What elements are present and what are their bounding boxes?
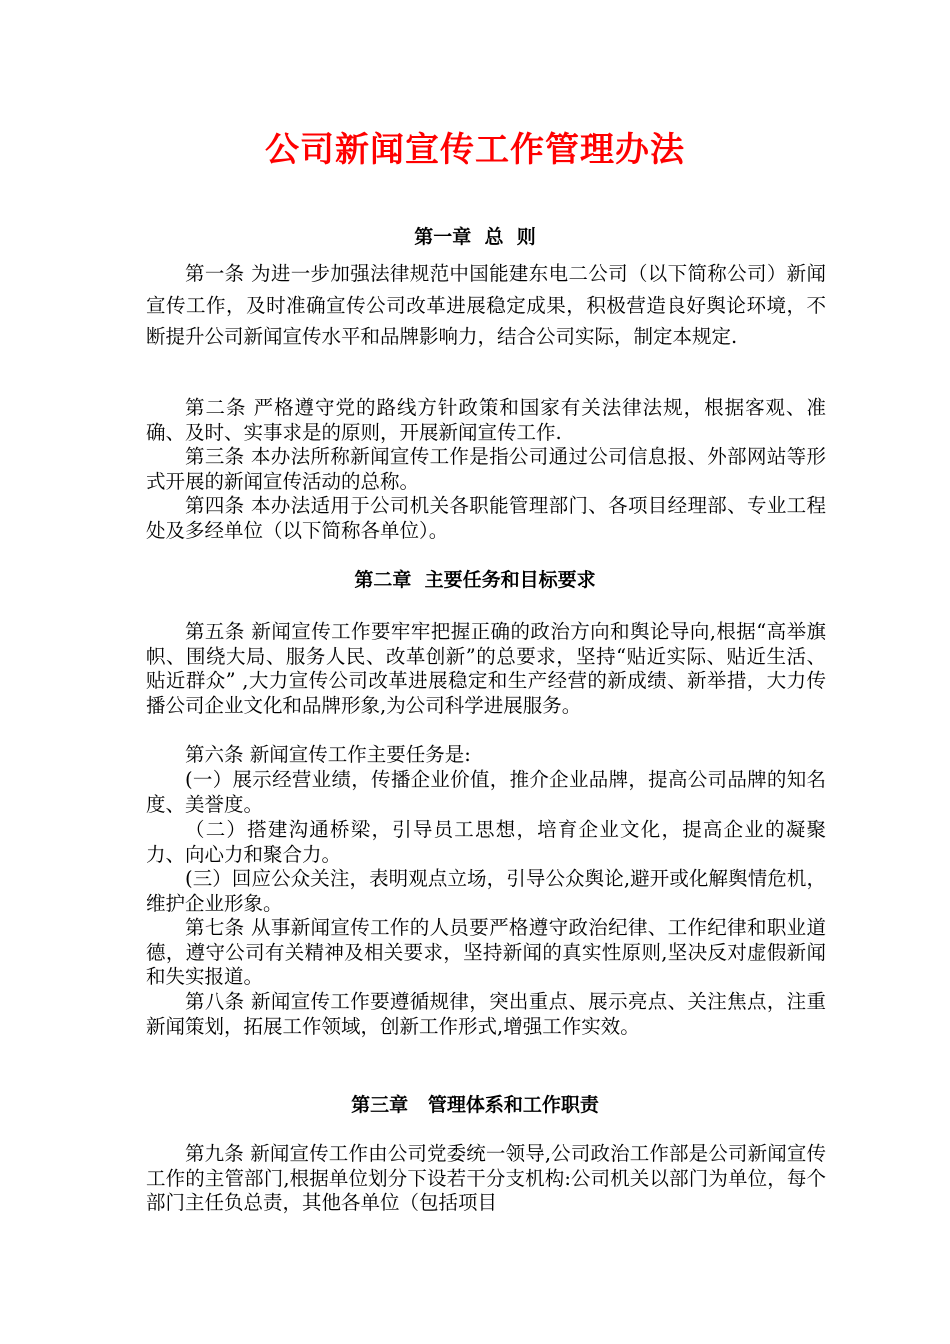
task-item-3: (三）回应公众关注，表明观点立场，引导公众舆论,避开或化解舆情危机，维护企业形象。: [146, 867, 826, 915]
task-item-2: （二）搭建沟通桥梁，引导员工思想，培育企业文化，提高企业的凝聚力、向心力和聚合力。: [146, 818, 826, 866]
article-4: 第四条 本办法适用于公司机关各职能管理部门、各项目经理部、专业工程处及多经单位（以下简称各单位）。: [146, 494, 826, 542]
chapter-heading-3: 第三章 管理体系和工作职责: [351, 1094, 599, 1116]
article-8: 第八条 新闻宣传工作要遵循规律，突出重点、展示亮点、关注焦点，注重新闻策划，拓展工作领域，创新工作形式,增强工作实效。: [146, 990, 826, 1038]
document-title: 公司新闻宣传工作管理办法: [265, 130, 685, 170]
article-1: 第一条 为进一步加强法律规范中国能建东电二公司（以下简称公司）新闻宣传工作，及时准确宣传公司改革进展稳定成果，积极营造良好舆论环境，不断提升公司新闻宣传水平和品牌影响力，结合公司实际，制定本规定.: [146, 262, 826, 348]
article-2: 第二条 严格遵守党的路线方针政策和国家有关法律法规，根据客观、准确、及时、实事求是的原则，开展新闻宣传工作.: [146, 396, 826, 444]
article-7: 第七条 从事新闻宣传工作的人员要严格遵守政治纪律、工作纪律和职业道德，遵守公司有关精神及相关要求，坚持新闻的真实性原则,坚决反对虚假新闻和失实报道。: [146, 916, 826, 988]
article-5: 第五条 新闻宣传工作要牢牢把握正确的政治方向和舆论导向,根据“高举旗帜、围绕大局、服务人民、改革创新”的总要求，坚持“贴近实际、贴近生活、贴近群众” ,大力宣传公司改革进展稳定和生产经营的新成绩、新举措，大力传播公司企业文化和品牌形象,为公司科学进展服务。: [146, 620, 826, 717]
article-9: 第九条 新闻宣传工作由公司党委统一领导,公司政治工作部是公司新闻宣传工作的主管部门,根据单位划分下设若干分支机构:公司机关以部门为单位，每个部门主任负总责，其他各单位（包括项目: [146, 1142, 826, 1214]
article-6: 第六条 新闻宣传工作主要任务是:: [185, 743, 471, 766]
chapter-heading-2: 第二章 主要任务和目标要求: [354, 569, 596, 591]
article-3: 第三条 本办法所称新闻宣传工作是指公司通过公司信息报、外部网站等形式开展的新闻宣传活动的总称。: [146, 445, 826, 493]
task-item-1: (一）展示经营业绩，传播企业价值，推介企业品牌，提高公司品牌的知名度、美誉度。: [146, 768, 826, 816]
chapter-heading-1: 第一章 总 则: [414, 226, 536, 248]
